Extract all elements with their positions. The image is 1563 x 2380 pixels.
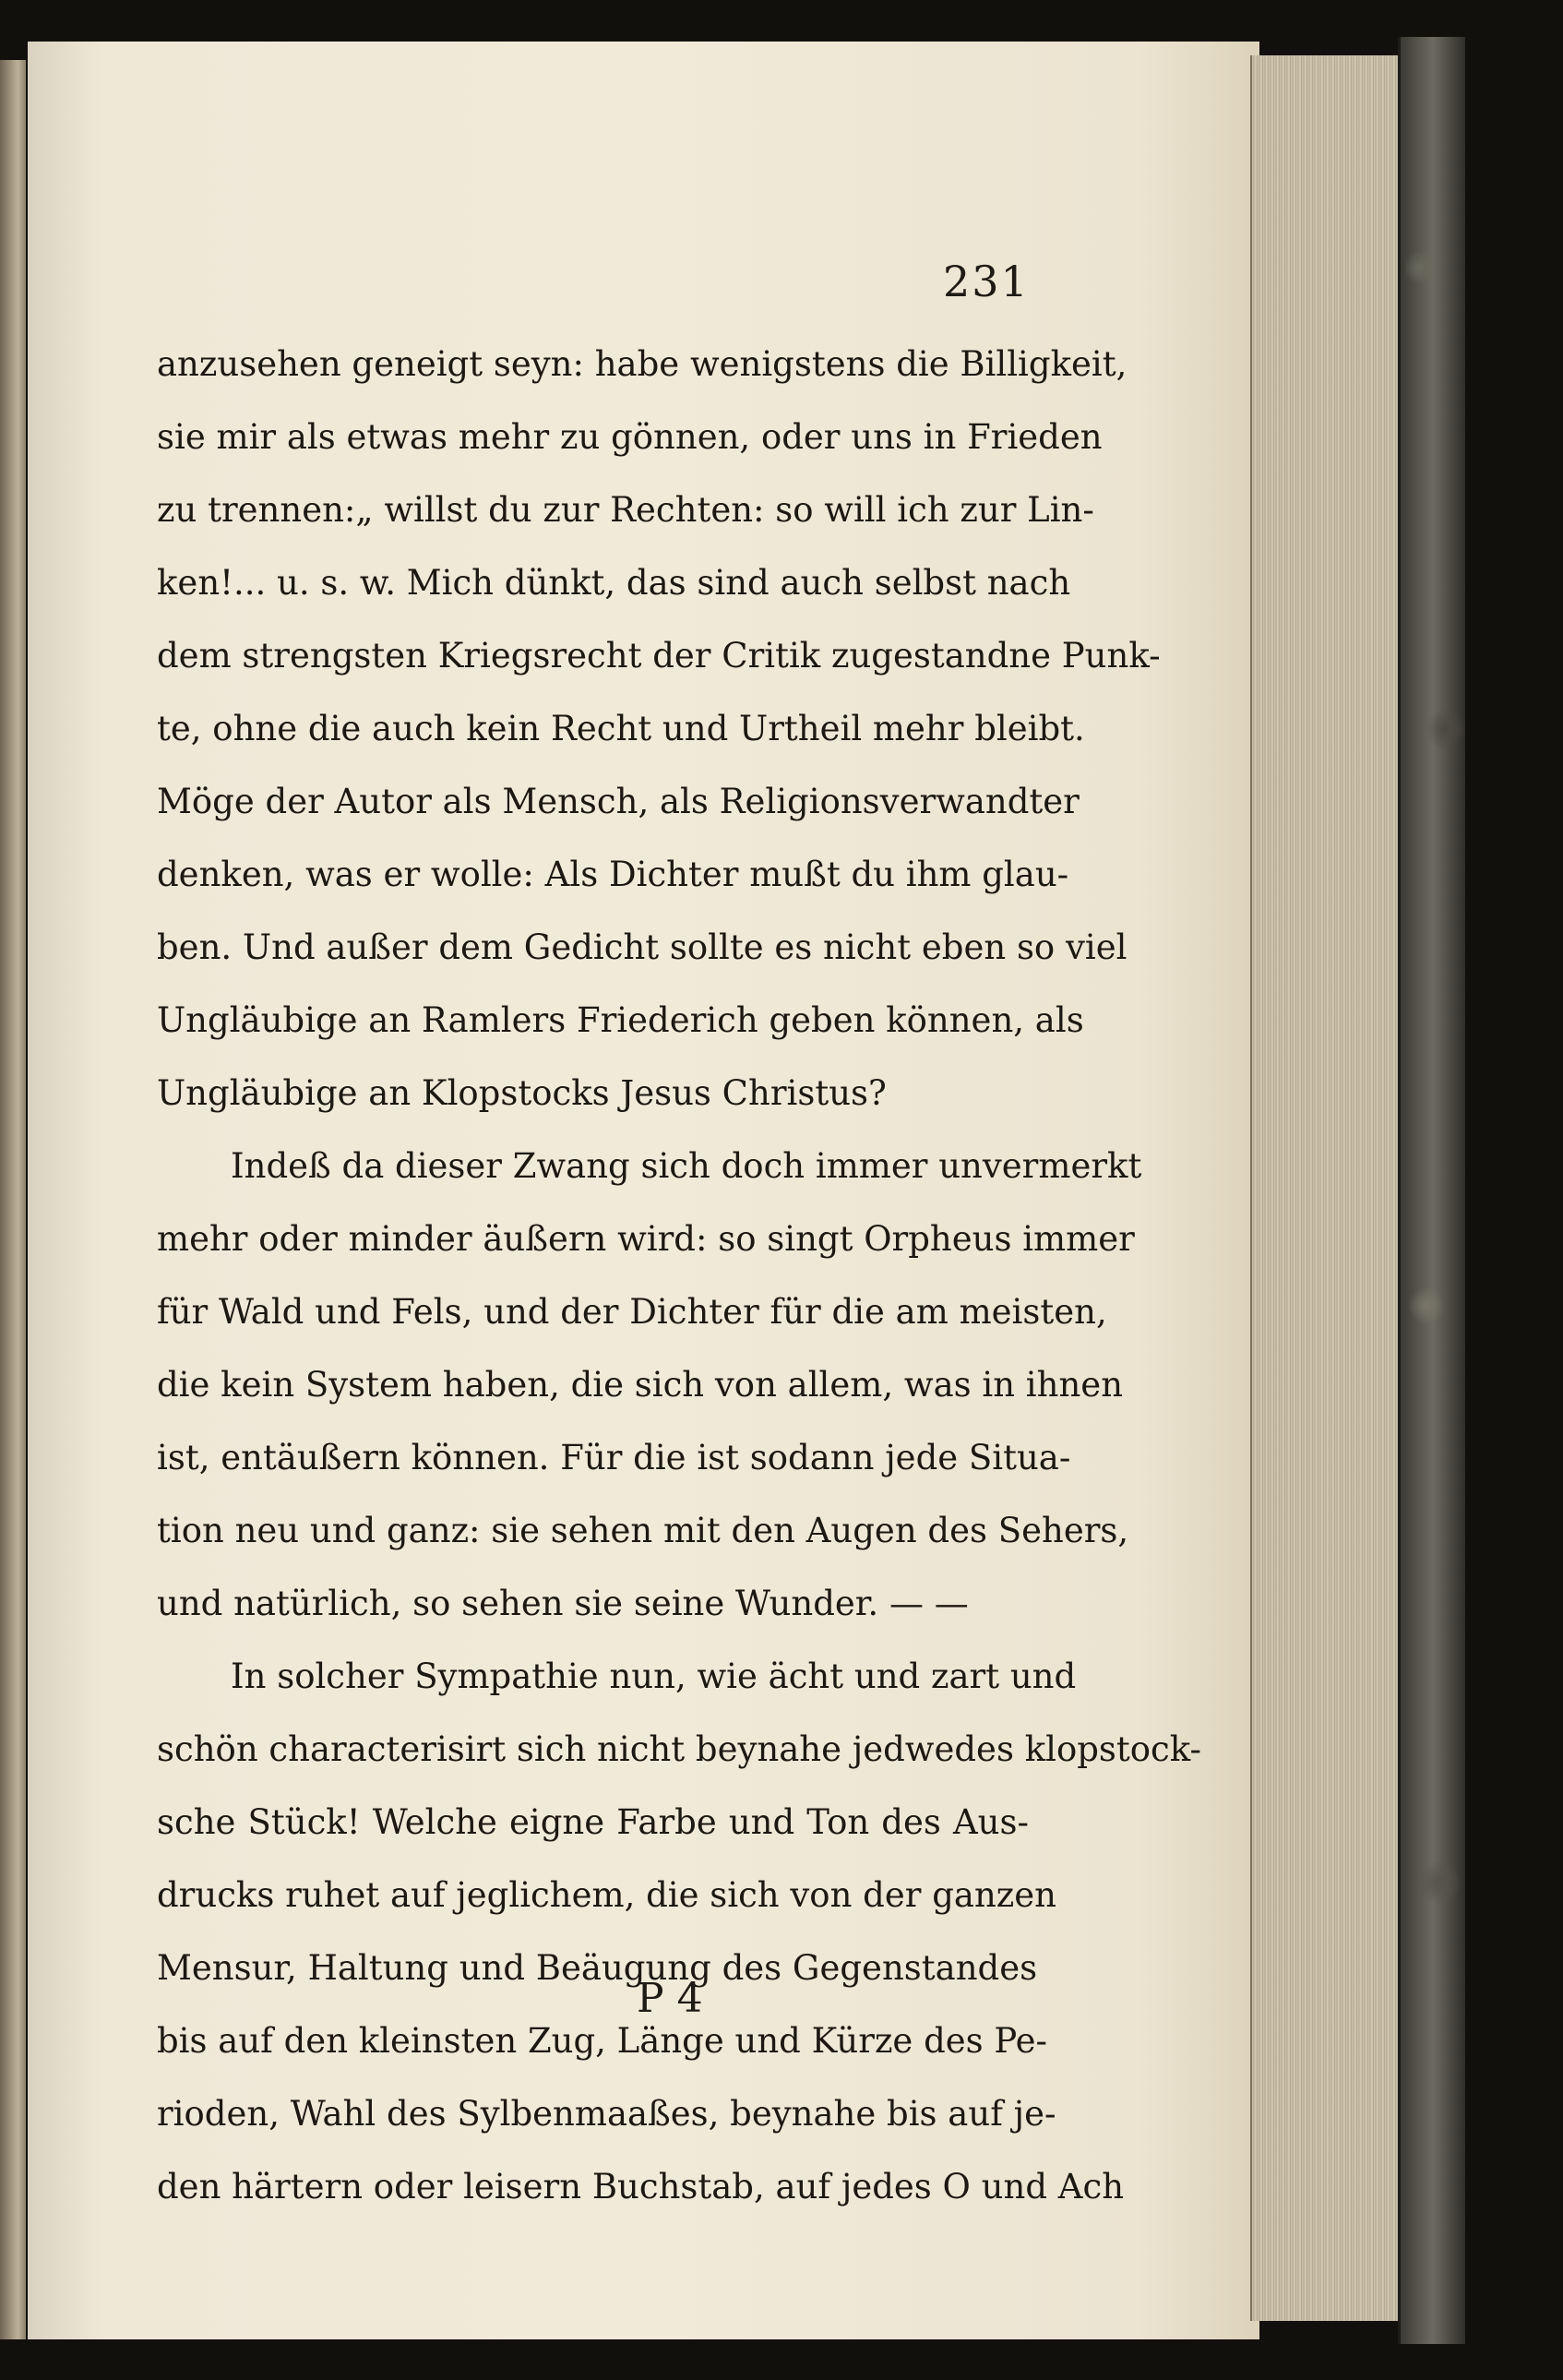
text-line: Indeß da dieser Zwang sich doch immer unvermerkt	[231, 1146, 1142, 1186]
text-line: rioden, Wahl des Sylbenmaaßes, beynahe bis auf je-	[157, 2094, 1056, 2134]
text-line: tion neu und ganz: sie sehen mit den Augen des Sehers,	[157, 1511, 1129, 1550]
text-line: dem strengsten Kriegsrecht der Critik zugestandne Punk-	[157, 636, 1161, 676]
text-line: anzusehen geneigt seyn: habe wenigstens die Billigkeit,	[157, 344, 1128, 384]
text-line: für Wald und Fels, und der Dichter für die am meisten,	[157, 1292, 1107, 1332]
text-line: zu trennen:„ willst du zur Rechten: so will ich zur Lin-	[157, 490, 1094, 530]
text-line: mehr oder minder äußern wird: so singt Orpheus immer	[157, 1219, 1135, 1259]
text-line: ben. Und außer dem Gedicht sollte es nicht eben so viel	[157, 927, 1128, 967]
text-line: te, ohne die auch kein Recht und Urtheil mehr bleibt.	[157, 709, 1085, 748]
text-line: drucks ruhet auf jeglichem, die sich von der ganzen	[157, 1875, 1056, 1915]
text-line: ist, entäußern können. Für die ist sodann jede Situa-	[157, 1438, 1071, 1477]
text-line: und natürlich, so sehen sie seine Wunder. — —	[157, 1584, 969, 1623]
body-text	[157, 328, 1202, 2223]
facing-page-edge	[0, 60, 26, 2339]
text-line: In solcher Sympathie nun, wie ächt und zart und	[231, 1656, 1077, 1696]
marbled-cover	[1398, 37, 1465, 2344]
text-line: Mensur, Haltung und Beäugung des Gegenstandes	[157, 1948, 1038, 1988]
page-number: 231	[943, 257, 1030, 306]
signature-mark: P 4	[637, 1975, 703, 2022]
text-line: bis auf den kleinsten Zug, Länge und Kürze des Pe-	[157, 2021, 1048, 2061]
text-line: Möge der Autor als Mensch, als Religionsverwandter	[157, 782, 1080, 821]
text-line: sche Stück! Welche eigne Farbe und Ton des Aus-	[157, 1802, 1029, 1842]
text-line: Ungläubige an Klopstocks Jesus Christus?	[157, 1073, 887, 1113]
page-block-edge	[1250, 55, 1400, 2321]
text-line: Ungläubige an Ramlers Friederich geben können, als	[157, 1000, 1084, 1040]
text-line: ken!... u. s. w. Mich dünkt, das sind auch selbst nach	[157, 563, 1071, 603]
text-line: den härtern oder leisern Buchstab, auf jedes O und Ach	[157, 2167, 1125, 2207]
text-line: die kein System haben, die sich von allem, was in ihnen	[157, 1365, 1124, 1405]
text-line: denken, was er wolle: Als Dichter mußt du ihm glau-	[157, 855, 1069, 894]
text-line: schön characterisirt sich nicht beynahe jedwedes klopstock-	[157, 1729, 1202, 1769]
text-line: sie mir als etwas mehr zu gönnen, oder uns in Frieden	[157, 417, 1103, 457]
